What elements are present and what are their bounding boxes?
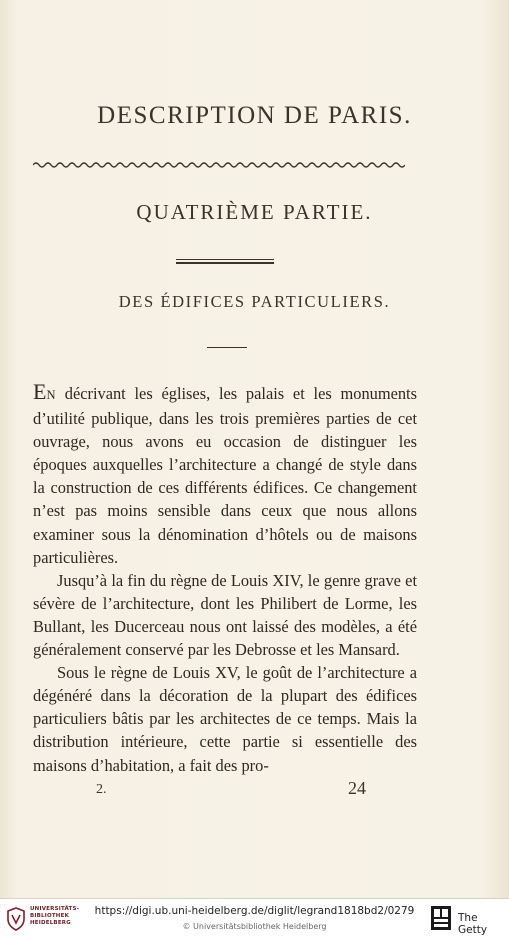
section-heading: DES ÉDIFICES PARTICULIERS. [118,292,391,311]
body-text [33,380,417,777]
drop-cap: E [33,379,47,404]
permalink-url[interactable]: https://digi.ub.uni-heidelberg.de/diglit/legrand1818bd2/0279 [94,905,415,917]
getty-logo-icon[interactable] [430,905,452,931]
partner-name: The Getty [458,912,488,936]
decorative-wavy-rule [33,160,405,170]
signature-mark: 2. [96,782,107,797]
paragraph-text: décrivant les églises, les palais et les monuments d’utilité publique, dans les trois premières parties de cet ouvrage, nous avons eu occasion de distinguer les époques auxquelles l’architecture a changé de style dans la construction de ces différents édifices. Ce changement n’est pas moins sensible dans ceux que nous allons examiner sous la dénomination d’hôtels ou de maisons particulières. [33,384,417,567]
viewer-footer-bar [0,898,509,939]
double-rule [176,258,274,265]
small-cap: N [46,388,56,402]
paragraph-1 [33,380,417,569]
short-rule [207,347,247,348]
paragraph-3: Sous le règne de Louis XV, le goût de l’architecture a dégénéré dans la décoration de la plupart des édifices particuliers bâtis par les architectes de ce temps. Mais la distribution intérieure, cette partie si essentielle des maisons d’habitation, a fait des pro- [33,663,417,775]
copyright-notice: © Universitätsbibliothek Heidelberg [182,922,327,931]
page-title: DESCRIPTION DE PARIS. [97,102,412,129]
part-heading: QUATRIÈME PARTIE. [136,200,373,224]
paragraph-2: Jusqu’à la fin du règne de Louis XIV, le genre grave et sévère de l’architecture, dont les Philibert de Lorme, les Bullant, les Ducerceau nous ont laissé des modèles, a été généralement conservé par les Debrosse et les Mansard. [33,570,417,660]
library-name: UNIVERSITÄTS- BIBLIOTHEK HEIDELBERG [30,906,80,926]
page-number: 24 [348,778,366,798]
